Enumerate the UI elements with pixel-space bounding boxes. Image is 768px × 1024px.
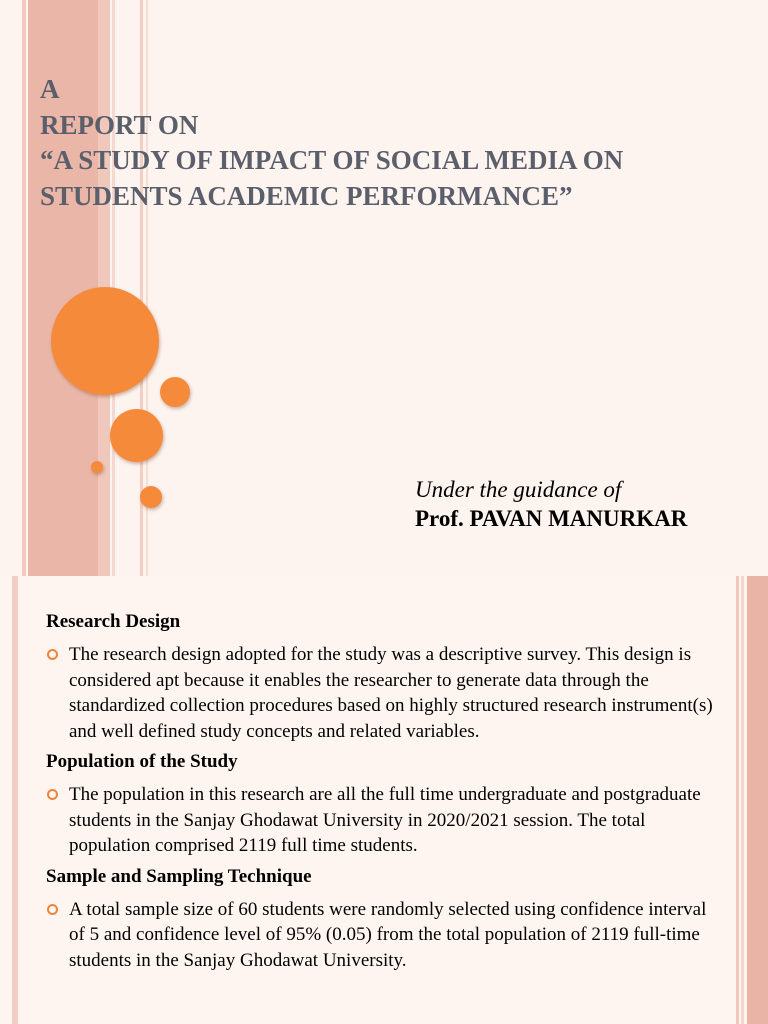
list-item xyxy=(46,897,726,974)
title-line: REPORT ON xyxy=(40,109,199,140)
list-item xyxy=(46,642,726,744)
decorative-circle-small xyxy=(160,377,190,407)
title-line: STUDENTS ACADEMIC PERFORMANCE” xyxy=(40,180,573,211)
decorative-circle-medium xyxy=(110,409,163,462)
bullet-text: The population in this research are all the full time undergraduate and postgraduate students in the Sanjay Ghodawat University in 2020/2021 session. The total population comprised 2119 full time students. xyxy=(69,784,701,856)
guidance-block xyxy=(415,476,687,534)
ring-bullet-icon xyxy=(47,789,58,800)
section-heading: Sample and Sampling Technique xyxy=(46,865,312,887)
guide-name: Prof. PAVAN MANURKAR xyxy=(415,506,688,531)
bullet-text: A total sample size of 60 students were randomly selected using confidence interval of 5 and confidence level of 95% (0.05) from the total population of 2119 full-time students in the Sanjay Ghodawat University. xyxy=(69,898,707,971)
guidance-label: Under the guidance of xyxy=(415,477,622,502)
decorative-stripe xyxy=(12,576,18,1024)
decorative-stripe xyxy=(741,576,744,1024)
decorative-circle-large xyxy=(51,287,159,395)
slide-content xyxy=(46,610,726,979)
methodology-slide xyxy=(0,576,768,1024)
decorative-circle-small xyxy=(140,486,162,508)
section-heading: Research Design xyxy=(46,611,181,632)
report-title xyxy=(40,72,740,214)
bullet-text: The research design adopted for the study was a descriptive survey. This design is considered apt because it enables the researcher to generate data through the standardized collection procedures based on highly structured research instrument(s) and well defined study concepts and related variables. xyxy=(69,644,713,742)
ring-bullet-icon xyxy=(47,649,58,660)
decorative-stripe xyxy=(736,576,739,1024)
title-line: “A STUDY OF IMPACT OF SOCIAL MEDIA ON xyxy=(40,145,624,175)
ring-bullet-icon xyxy=(47,904,58,915)
list-item xyxy=(46,782,726,859)
decorative-circle-tiny xyxy=(91,461,103,473)
section-heading: Population of the Study xyxy=(46,751,238,772)
title-line: A xyxy=(40,74,60,104)
decorative-stripe xyxy=(22,0,26,576)
decorative-stripe xyxy=(747,576,768,1024)
